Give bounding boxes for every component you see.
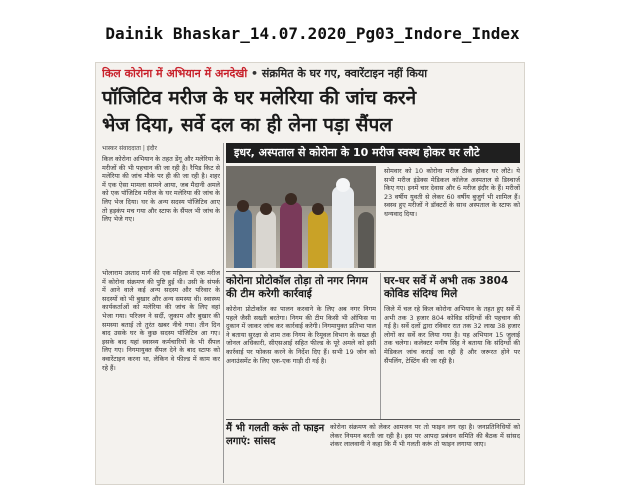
kicker-line (102, 66, 520, 84)
section-rule (226, 419, 520, 420)
person-head (260, 203, 272, 215)
kicker-separator: • (251, 67, 262, 80)
person-figure (358, 212, 374, 268)
person-figure (234, 208, 252, 268)
box-mid-text: कोरोना प्रोटोकॉल का पालन करवाने के लिए अब नगर निगम पहले जैसी सख्ती बरतेगा। निगम की टीम किसी भी ऑफिस या दुकान में जाकर जांच कर कार्रवाई करेगी। निगमायुक्त प्रतिभा पाल ने बताया सुरक्षा से शाम तक निगम के रिमूवल विभाग के सख्त ही जोनल अधिकारी, सीएसआई सहित फील्ड के पूरे अमले को इसी कार्रवाई पर फोकस करने के निर्देश दिए हैं। सभी 19 जोन को अनाउंसमेंट के लिए एक-एक गाड़ी दी गई है। (226, 305, 376, 365)
headline (102, 85, 520, 139)
kicker-black: संक्रमित के घर गए, क्वारेंटाइन नहीं किया (261, 67, 428, 80)
right-top-text: सोमवार को 10 कोरोना मरीज ठीक होकर घर लौटे। ये सभी मरीज इंडेक्स मेडिकल कॉलेज अस्पताल से डिस्चार्ज किए गए। इनमें चार देवास और 6 मरीज इंदौर के हैं। मरीजों 23 वर्षीय युवती से लेकर 60 वर्षीय बुजुर्ग भी शामिल हैं। स्वस्थ हुए मरीजों ने डॉक्टरों के साथ अस्पताल के स्टाफ को धन्यवाद दिया। (384, 167, 520, 218)
document-caption: Dainik Bhaskar_14.07.2020_Pg03_Indore_Index (105, 24, 520, 43)
left-column-para-2: भोलाराम उस्ताद मार्ग की एक महिला में एक मरीज में कोरोना संक्रमण की पुष्टि हुई थी। उसी के संपर्क में आने वाले कई अन्य सदस्य और परिवार के सदस्यों को भी बुखार और अन्य समस्या थी। स्वास्थ्य कार्यकर्ताओं को मलेरिया की जांच के लिए वहां भेजा गया। परिजन ने सर्दी, जुकाम और बुखार की समस्या बताई तो तुरंत खबर नीचे गया। तीन दिन बाद उसके घर के कुछ सदस्य पॉजिटिव आ गए। इसके बाद यहां स्वास्थ्य कर्मचारियों के भी सैंपल लिए गए। निगमायुक्त सैंपल देने के बाद स्टाफ को क्वारेंटाइन करना था, लेकिन वे फील्ड में काम कर रहे हैं। (102, 269, 220, 372)
kicker-red: किल कोरोना में अभियान में अनदेखी (102, 67, 248, 80)
headline-line-2: भेज दिया, सर्वे दल का ही लेना पड़ा सैंपल (102, 114, 393, 136)
person-head (237, 200, 249, 212)
box-mid-title: कोरोना प्रोटोकॉल तोड़ा तो नगर निगम की टीम करेगी कार्रवाई (226, 275, 368, 300)
person-figure (308, 210, 328, 268)
box-divider (380, 273, 381, 419)
hospital-discharge-photo (226, 166, 376, 268)
sub-headline: इधर, अस्पताल से कोरोना के 10 मरीज स्वस्थ होकर घर लौटे (226, 143, 520, 163)
section-rule (226, 271, 520, 272)
headline-line-1: पॉजिटिव मरीज के घर मलेरिया की जांच करने (102, 87, 417, 109)
person-figure (256, 210, 276, 268)
ppe-hood (336, 178, 350, 192)
bottom-text: कोरोना संक्रमण को लेकर आमजन पर तो फाइन लग रहा है। जनप्रतिनिधियों को लेकर नियमन बरती जा रही है। इस पर आपदा प्रबंधन समिति की बैठक में सांसद शंकर लालवानी ने कहा कि मैं भी गलती करूं तो फाइन लगाया जाए। (330, 423, 520, 449)
box-right-text: जिले में चल रहे किल कोरोना अभियान के तहत हुए सर्वे में अभी तक 3 हजार 804 कोविड संदिग्धों की पहचान की गई है। सर्वे दलों द्वारा रविवार रात तक 32 लाख 38 हजार लोगों का सर्वे कर लिया गया है। यह अभियान 15 जुलाई तक चलेगा। कलेक्टर मनीष सिंह ने बताया कि संदिग्धों की मेडिकल जांच कराई जा रही है और जरूरत होने पर सैंपलिंग, टेस्टिंग की जा रही है। (384, 305, 520, 365)
byline: भास्कर संवाददाता | इंदौर (102, 145, 157, 152)
box-right-title: घर-घर सर्वे में अभी तक 3804 कोविड संदिग्ध मिले (384, 275, 509, 300)
person-figure (280, 202, 302, 268)
bottom-headline: मैं भी गलती करूं तो फाइन लगाएं: सांसद (226, 423, 325, 447)
column-divider (223, 143, 224, 483)
ppe-figure (332, 186, 354, 268)
person-head (285, 193, 297, 205)
person-head (312, 203, 324, 215)
newspaper-clipping (95, 62, 525, 485)
left-column-para-1: किल कोरोना अभियान के तहत डेंगू और मलेरिया के मरीजों की भी पहचान की जा रही है। रैपिड किट से मलेरिया की जांच मौके पर ही की जा रही है। शहर में एक ऐसा मामला सामने आया, जब मैदानी अमले को एक पॉजिटिव मरीज के घर मलेरिया की जांच के लिए भेज दिया। घर के अन्य सदस्य पॉजिटिव आए तो हड़कंप मच गया और स्टाफ के सैंपल भी जांच के लिए भेजे गए। (102, 155, 220, 224)
